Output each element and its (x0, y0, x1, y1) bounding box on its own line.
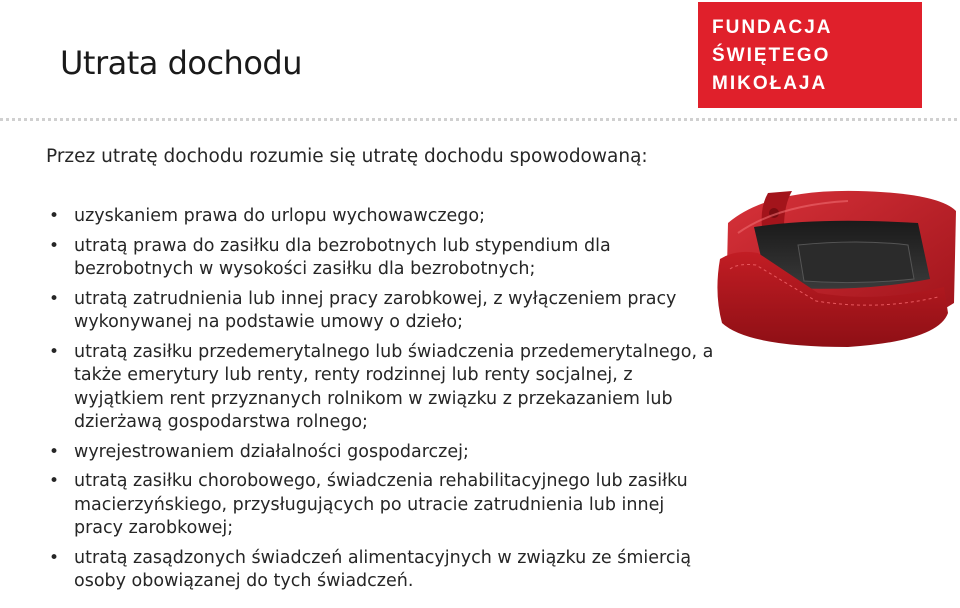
list-item-text: wyrejestrowaniem działalności gospodarczej; (74, 441, 469, 462)
bullet-icon: • (49, 441, 60, 462)
list-item (46, 235, 716, 282)
list-item (46, 288, 716, 335)
intro-text: Przez utratę dochodu rozumie się utratę dochodu spowodowaną: (46, 146, 648, 167)
list-item-text: uzyskaniem prawa do urlopu wychowawczego; (74, 206, 485, 226)
list-item-text: utratą zasądzonych świadczeń alimentacyjnych w związku ze śmiercią osoby obowiązanej do tych świadczeń. (74, 547, 692, 591)
bullet-icon: • (49, 547, 60, 568)
list-item (46, 205, 716, 229)
bullet-list (46, 205, 716, 600)
bullet-icon: • (49, 235, 60, 256)
bullet-icon: • (49, 288, 60, 309)
logo-line-1: FUNDACJA (712, 17, 833, 38)
wallet-image (708, 183, 960, 349)
list-item-text: utratą zasiłku przedemerytalnego lub świadczenia przedemerytalnego, a także emerytury lub renty, renty rodzinnej lub renty socjalnej, z wyjątkiem rent przyznanych rolnikom w związku z przekazaniem lub dzierżawą gospodarstwa rolnego; (74, 341, 714, 432)
bullet-icon: • (49, 471, 60, 491)
foundation-logo (698, 2, 922, 108)
list-item-text: utratą zatrudnienia lub innej pracy zarobkowej, z wyłączeniem pracy wykonywanej na podstawie umowy o dzieło; (74, 288, 677, 332)
bullet-icon: • (49, 206, 60, 226)
list-item-text: utratą prawa do zasiłku dla bezrobotnych lub stypendium dla bezrobotnych w wysokości zasiłku dla bezrobotnych; (74, 235, 611, 279)
logo-line-3: MIKOŁAJA (712, 73, 828, 94)
page-title: Utrata dochodu (60, 44, 302, 82)
logo-line-2: ŚWIĘTEGO (712, 45, 831, 66)
bullet-icon: • (49, 341, 60, 362)
wallet-coin-pocket (798, 242, 914, 283)
header-divider (0, 118, 960, 121)
list-item (46, 341, 716, 435)
list-item (46, 547, 716, 594)
list-item (46, 470, 716, 541)
list-item (46, 441, 716, 465)
list-item-text: utratą zasiłku chorobowego, świadczenia rehabilitacyjnego lub zasiłku macierzyńskiego, przysługujących po utracie zatrudnienia lub innej pracy zarobkowej; (74, 471, 688, 538)
